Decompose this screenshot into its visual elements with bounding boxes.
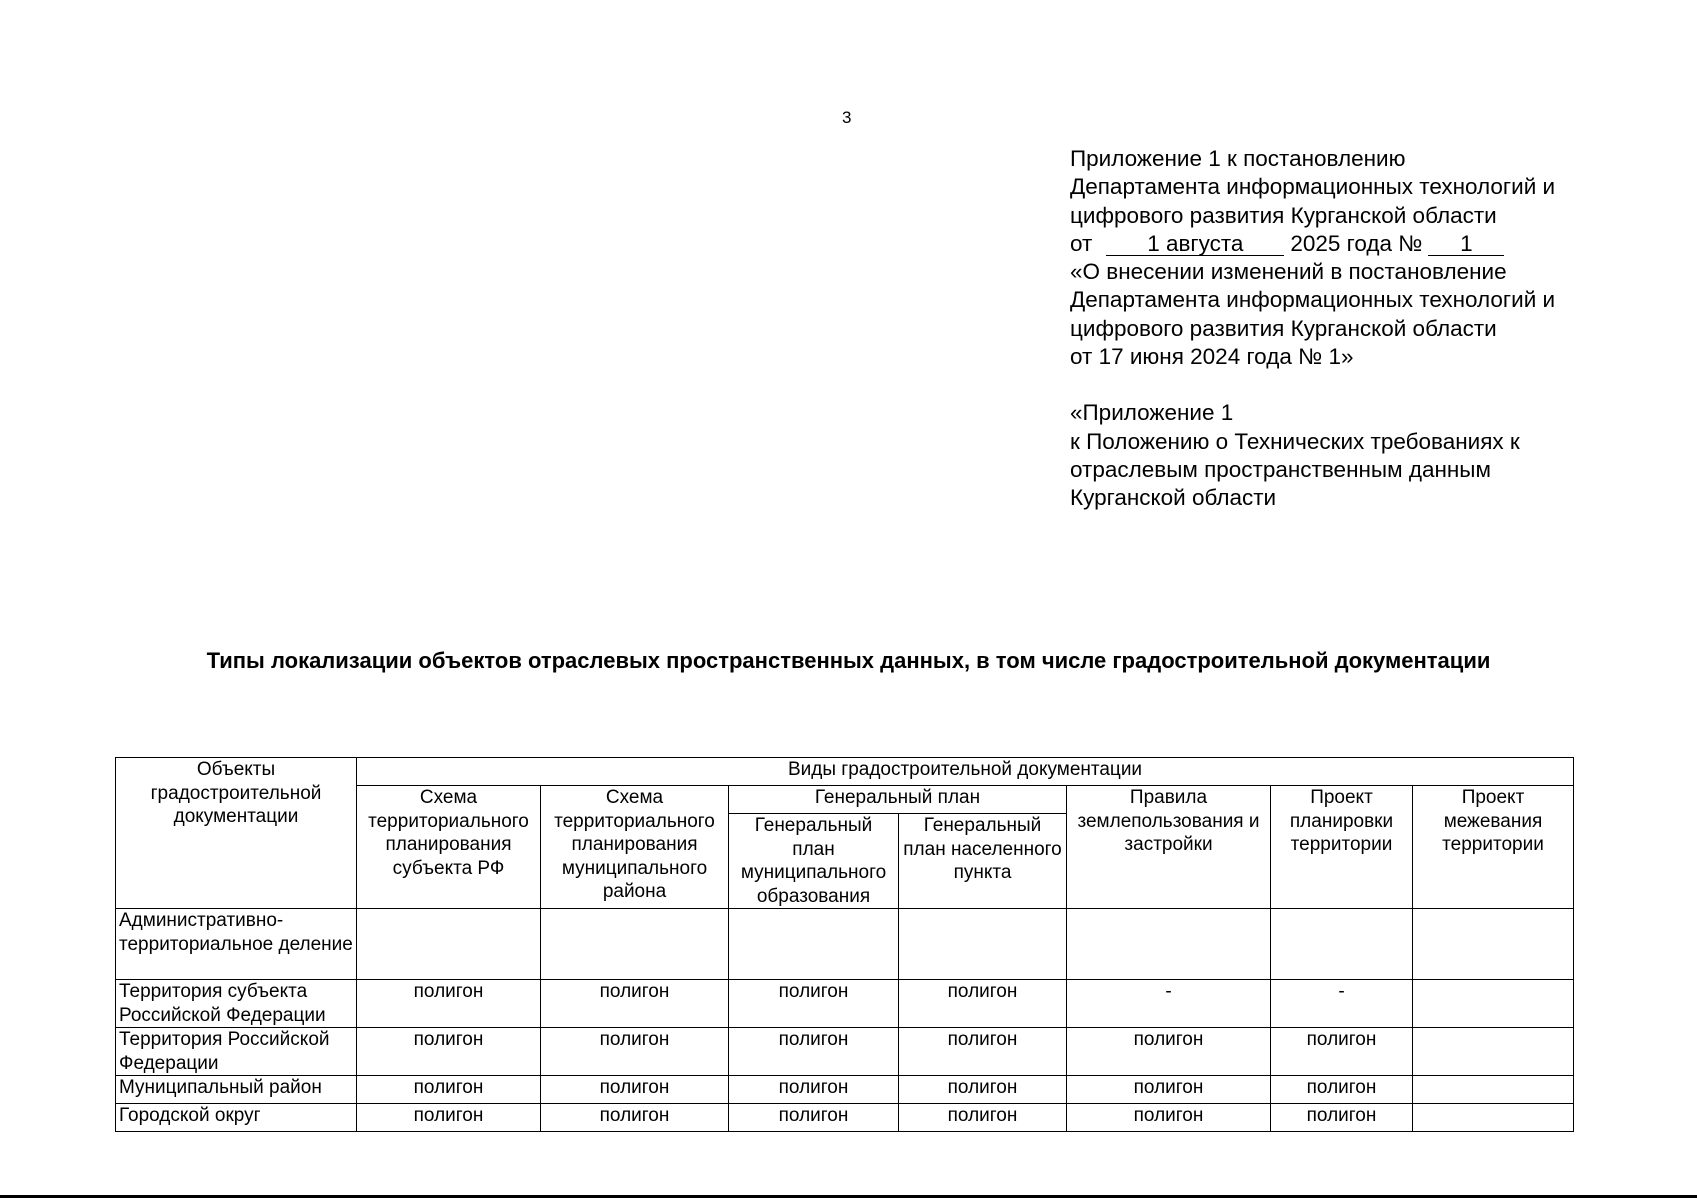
table-cell: полигон: [357, 1028, 541, 1076]
table-header-row: [116, 758, 1574, 786]
date-fill-field: 1 августа: [1106, 233, 1284, 256]
column-header: Генеральный план муниципального образования: [729, 814, 899, 909]
localization-types-table: [115, 757, 1574, 1132]
number-fill-field: 1: [1428, 233, 1504, 256]
appendix-line: к Положению о Технических требованиях к: [1070, 428, 1520, 454]
table-cell: полигон: [541, 1104, 729, 1132]
table-cell: [729, 909, 899, 980]
appendix-line: от 17 июня 2024 года № 1»: [1070, 344, 1354, 370]
appendix-line: цифрового развития Курганской области: [1070, 202, 1497, 228]
appendix-line: Курганской области: [1070, 485, 1277, 511]
column-header: Генеральный план населенного пункта: [899, 814, 1067, 909]
row-header: Территория субъекта Российской Федерации: [116, 980, 357, 1028]
table-cell: -: [1271, 980, 1413, 1028]
table-cell: полигон: [357, 1076, 541, 1104]
table-cell: полигон: [1271, 1028, 1413, 1076]
page-number: 3: [842, 108, 852, 127]
table-cell: [1413, 1104, 1574, 1132]
table-cell: полигон: [729, 1028, 899, 1076]
appendix-line: отраслевым пространственным данным: [1070, 456, 1491, 482]
row-header: Территория Российской Федерации: [116, 1028, 357, 1076]
column-header: Правила землепользования и застройки: [1067, 786, 1271, 909]
column-header: Схема территориального планирования субъекта РФ: [357, 786, 541, 909]
table-row: [116, 909, 1574, 980]
table-cell: полигон: [541, 1028, 729, 1076]
row-header: Муниципальный район: [116, 1076, 357, 1104]
row-header: Административно-территориальное деление: [116, 909, 357, 980]
table-cell: полигон: [729, 1104, 899, 1132]
table-row: [116, 980, 1574, 1028]
table-cell: полигон: [899, 1104, 1067, 1132]
appendix-line: «Приложение 1: [1070, 400, 1234, 426]
column-header: Проект межевания территории: [1413, 786, 1574, 909]
table-cell: [1271, 909, 1413, 980]
table-cell: [1413, 909, 1574, 980]
table-cell: полигон: [1271, 1104, 1413, 1132]
table-cell: полигон: [1271, 1076, 1413, 1104]
table-cell: полигон: [541, 980, 729, 1028]
table-cell: полигон: [899, 1028, 1067, 1076]
document-title: Типы локализации объектов отраслевых пространственных данных, в том числе градостроительной документации: [206, 648, 1491, 673]
table-cell: [541, 909, 729, 980]
appendix-line: Департамента информационных технологий и: [1070, 287, 1556, 313]
table-cell: [1413, 1028, 1574, 1076]
table-cell: полигон: [541, 1076, 729, 1104]
table-cell: [1413, 980, 1574, 1028]
table-row: [116, 1076, 1574, 1104]
row-header: Городской округ: [116, 1104, 357, 1132]
table-cell: полигон: [357, 1104, 541, 1132]
table-cell: полигон: [729, 980, 899, 1028]
table-cell: полигон: [1067, 1028, 1271, 1076]
table-cell: полигон: [1067, 1104, 1271, 1132]
appendix-line: цифрового развития Курганской области: [1070, 315, 1497, 341]
year-text: 2025 года №: [1290, 230, 1423, 256]
objects-header: Объекты градостроительной документации: [116, 758, 357, 909]
page-bottom-rule: [0, 1195, 1697, 1198]
types-header: Виды градостроительной документации: [357, 758, 1574, 786]
appendix-line: Приложение 1 к постановлению: [1070, 146, 1406, 171]
table-cell: полигон: [357, 980, 541, 1028]
appendix-block: [1070, 145, 1630, 513]
table-cell: -: [1067, 980, 1271, 1028]
table-cell: полигон: [899, 1076, 1067, 1104]
table-cell: полигон: [729, 1076, 899, 1104]
appendix-date-line: [1070, 230, 1630, 258]
table-cell: [357, 909, 541, 980]
table-row: [116, 1028, 1574, 1076]
table-cell: [1413, 1076, 1574, 1104]
appendix-line: Департамента информационных технологий и: [1070, 174, 1556, 200]
column-header: Генеральный план: [729, 786, 1067, 814]
date-prefix: от: [1070, 230, 1093, 256]
column-header: Схема территориального планирования муниципального района: [541, 786, 729, 909]
table-cell: полигон: [899, 980, 1067, 1028]
table-row: [116, 1104, 1574, 1132]
column-header: Проект планировки территории: [1271, 786, 1413, 909]
table-cell: [1067, 909, 1271, 980]
appendix-line: «О внесении изменений в постановление: [1070, 259, 1507, 285]
table-cell: полигон: [1067, 1076, 1271, 1104]
table-cell: [899, 909, 1067, 980]
